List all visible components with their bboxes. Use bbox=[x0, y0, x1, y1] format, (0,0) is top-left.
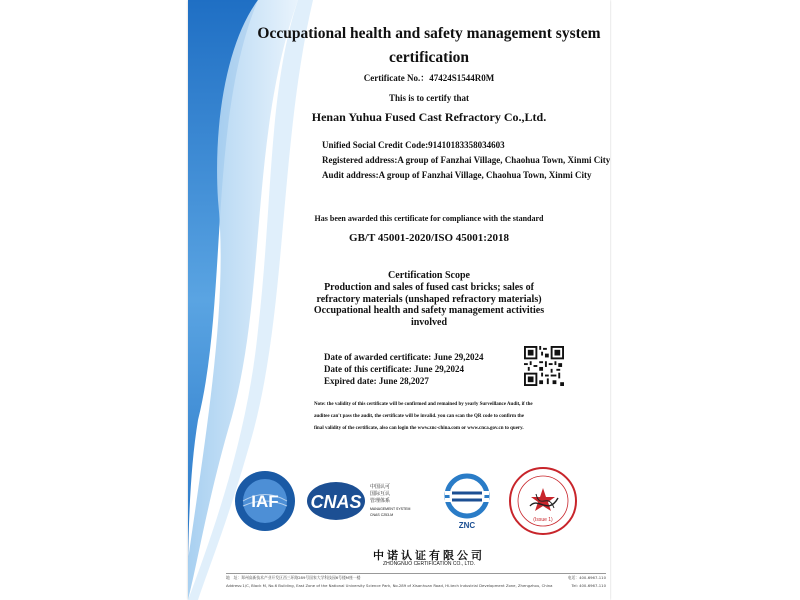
iaf-logo-icon bbox=[234, 470, 296, 532]
cnas-logo-icon bbox=[306, 476, 426, 526]
scope-heading: Certification Scope bbox=[388, 270, 470, 281]
certificate-number: Certificate No.：47424S1544R0M bbox=[363, 73, 495, 83]
seal-issue-text: (Issue 1) bbox=[533, 517, 553, 523]
cnas-cn-line: 管理体系 bbox=[370, 498, 391, 504]
scope-text bbox=[248, 282, 610, 328]
cnas-cn-line: 国际互认 bbox=[370, 491, 391, 497]
title-line-2: certification bbox=[388, 49, 470, 66]
audit-address: Audit address:A group of Fanzhai Village, Chaohua Town, Xinmi City bbox=[322, 170, 592, 180]
footer-address-cn: 地 址：郑州高新技术产业开发区西三环路289号国家大学科技园6号楼M座一楼 bbox=[226, 575, 361, 580]
note-line: final validity of the certificate, also can login the www.znc-china.com or www.cnca.gov.cn to query. bbox=[314, 426, 524, 431]
organization-name-en: ZHONGNUO CERTIFICATION CO., LTD. bbox=[383, 561, 475, 567]
cnas-code-text: CNAS C253-M bbox=[370, 513, 394, 517]
scope-line: Production and sales of fused cast bricks; sales of bbox=[324, 282, 534, 293]
note-line: Note: the validity of this certificate will be confirmed and remained by yearly Surveillance Audit, if the bbox=[314, 402, 533, 407]
date-of-certificate: Date of this certificate: June 29,2024 bbox=[324, 364, 464, 374]
footer-phone-cn: 电话：400-6967-110 bbox=[567, 575, 606, 580]
footer-address-en: Address:1/C, Block M, No.6 Building, East Zone of the National University Science Park, No.289 of Xisanhuan Road, Hi-tech Industrial Development Zone, Zhengzhou, China bbox=[226, 583, 553, 588]
title-line-1: Occupational health and safety management system bbox=[257, 25, 601, 42]
cnas-en-text: MANAGEMENT SYSTEM bbox=[370, 507, 411, 511]
organization-name-cn: 中诺认证有限公司 bbox=[373, 549, 485, 562]
scope-line: involved bbox=[410, 316, 448, 328]
scope-line: refractory materials (unshaped refractory materials) bbox=[316, 293, 542, 305]
registered-address: Registered address:A group of Fanzhai Village, Chaohua Town, Xinmi City bbox=[322, 155, 610, 165]
cnas-cn-line: 中国认可 bbox=[370, 484, 391, 490]
date-awarded: Date of awarded certificate: June 29,2024 bbox=[324, 352, 484, 362]
qr-code-icon[interactable] bbox=[524, 346, 564, 386]
expired-date: Expired date: June 28,2027 bbox=[324, 376, 429, 386]
certificate-title bbox=[248, 22, 610, 70]
certify-text: This is to certify that bbox=[389, 93, 469, 103]
footer-phone-en: Tel: 400-6967-110 bbox=[571, 583, 606, 588]
iaf-logo-text: IAF bbox=[251, 492, 279, 511]
znc-logo-icon bbox=[442, 472, 492, 534]
award-text: Has been awarded this certificate for compliance with the standard bbox=[314, 214, 544, 223]
cnas-logo-text: CNAS bbox=[310, 492, 362, 512]
validity-note bbox=[314, 399, 604, 435]
standard-name: GB/T 45001-2020/ISO 45001:2018 bbox=[349, 232, 509, 244]
company-name: Henan Yuhua Fused Cast Refractory Co.,Ltd. bbox=[311, 110, 547, 124]
note-line: auditee can't pass the audit, the certificate will be invalid. you can scan the QR code to confirm the bbox=[314, 414, 524, 419]
znc-logo-text: ZNC bbox=[458, 521, 476, 530]
credit-code: Unified Social Credit Code:91410183358034603 bbox=[322, 140, 505, 150]
certification-seal-icon bbox=[508, 466, 578, 536]
certificate-page bbox=[188, 0, 610, 600]
footer-address bbox=[226, 573, 606, 590]
scope-line: Occupational health and safety management activities bbox=[313, 305, 545, 316]
